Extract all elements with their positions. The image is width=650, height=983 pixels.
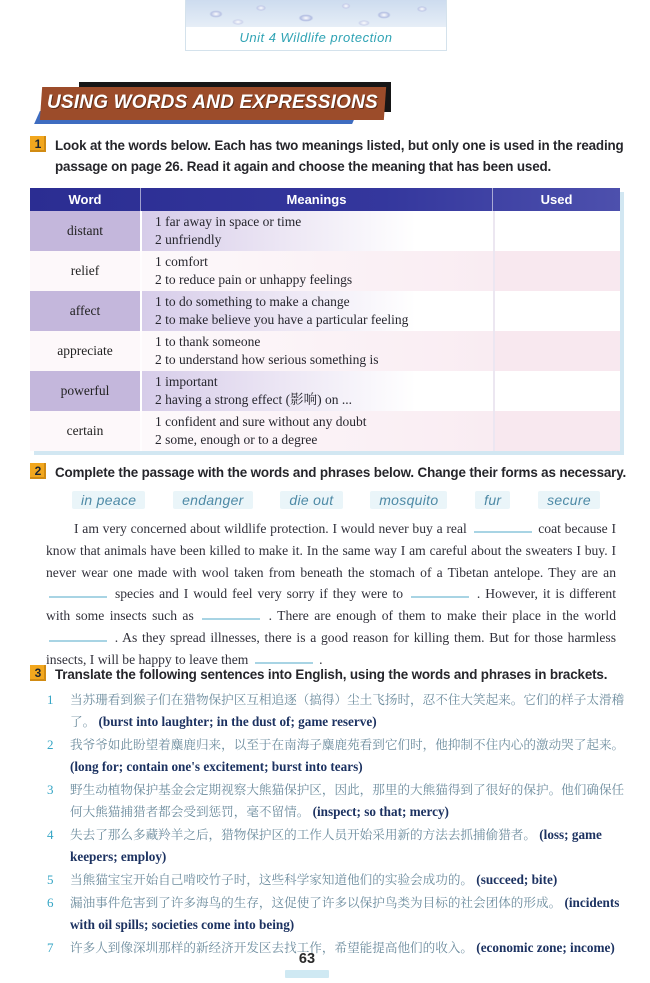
used-cell — [493, 211, 620, 251]
word-cell: affect — [30, 291, 140, 331]
meaning-2: 2 to make believe you have a particular feeling — [155, 312, 409, 327]
meaning-2: 2 some, enough or to a degree — [155, 432, 318, 447]
passage-text: species and I would feel very sorry if they were to — [110, 586, 408, 602]
used-cell — [493, 411, 620, 451]
meaning-1: 1 to do something to make a change — [155, 294, 350, 309]
exercise-1-badge: 1 — [30, 136, 46, 152]
exercise-2-instruction: Complete the passage with the words and phrases below. Change their forms as necessary. — [55, 465, 627, 480]
used-cell — [493, 251, 620, 291]
word-bank-item: fur — [475, 491, 510, 509]
column-header-meanings: Meanings — [140, 188, 492, 211]
word-cell: distant — [30, 211, 140, 251]
meaning-2: 2 unfriendly — [155, 232, 222, 247]
item-number: 3 — [47, 782, 54, 797]
item-number: 4 — [47, 827, 54, 842]
passage-text: . There are enough of them to make their place in the world — [263, 608, 616, 624]
water-droplets-image — [186, 0, 446, 27]
passage-text: I am very concerned about wildlife protection. I would never buy a real — [74, 521, 471, 536]
translation-item — [30, 824, 630, 868]
hint-text: (long for; contain one's excitement; burst into tears) — [70, 759, 363, 774]
exercise-1-instruction: Look at the words below. Each has two meanings listed, but only one is used in the reading passage on page 26. Read it again and choose the meaning that has been used. — [55, 138, 624, 174]
hint-text: (inspect; so that; mercy) — [309, 804, 449, 819]
translation-item — [30, 869, 630, 891]
translation-item — [30, 689, 630, 733]
word-bank-item: mosquito — [370, 491, 447, 509]
section-title: USING WORDS AND EXPRESSIONS — [47, 92, 378, 113]
column-header-word: Word — [68, 192, 102, 207]
word-cell: certain — [30, 411, 140, 451]
word-bank — [72, 491, 600, 509]
used-cell — [493, 291, 620, 331]
table-row — [30, 411, 620, 451]
page-number-underline — [285, 970, 329, 978]
meanings-cell — [140, 291, 493, 331]
exercise-3-instruction: Translate the following sentences into English, using the words and phrases in brackets. — [55, 667, 608, 682]
item-number: 1 — [47, 692, 54, 707]
passage — [46, 518, 616, 671]
meanings-cell — [140, 411, 493, 451]
fill-in-blank — [411, 585, 469, 598]
table-row — [30, 211, 620, 251]
meaning-1: 1 important — [155, 374, 218, 389]
hint-text: (succeed; bite) — [473, 872, 558, 887]
word-bank-item: in peace — [72, 491, 145, 509]
word-bank-item: die out — [280, 491, 342, 509]
meanings-cell — [140, 251, 493, 291]
meanings-cell — [140, 211, 493, 251]
chinese-text: 许多人到像深圳那样的新经济开发区去找工作，希望能提高他们的收入。 — [70, 941, 473, 955]
passage-text: . As they spread illnesses, there is a good reason for killing them. But for those harmless insects, I will be happy to leave them — [46, 629, 616, 667]
passage-text: . — [315, 651, 323, 667]
hint-text: (economic zone; income) — [473, 940, 615, 955]
item-number: 2 — [47, 737, 54, 752]
meaning-1: 1 confident and sure without any doubt — [155, 414, 367, 429]
column-header-used: Used — [492, 188, 620, 211]
exercise-2-badge: 2 — [30, 463, 46, 479]
unit-title: Unit 4 Wildlife protection — [239, 30, 393, 45]
translation-list — [30, 689, 630, 959]
word-bank-item: secure — [538, 491, 600, 509]
translation-item — [30, 892, 630, 936]
chinese-text: 我爷爷如此盼望着麋鹿归来，以至于在南海子麋鹿苑看到它们时，他抑制不住内心的激动哭了起来。 — [70, 738, 625, 752]
meaning-2: 2 having a strong effect (影响) on ... — [155, 392, 352, 407]
translation-item — [30, 734, 630, 778]
page-number: 63 — [298, 951, 316, 967]
hint-text: (burst into laughter; in the dust of; game reserve) — [95, 714, 377, 729]
unit-header-box — [185, 0, 447, 51]
item-number: 5 — [47, 872, 54, 887]
meanings-cell — [140, 331, 493, 371]
meanings-cell — [140, 371, 493, 411]
word-cell: relief — [30, 251, 140, 291]
meaning-1: 1 comfort — [155, 254, 208, 269]
item-number: 6 — [47, 895, 54, 910]
chinese-text: 失去了那么多藏羚羊之后，猎物保护区的工作人员开始采用新的方法去抓捕偷猎者。 — [70, 828, 536, 842]
used-cell — [493, 371, 620, 411]
fill-in-blank — [49, 629, 107, 642]
word-meanings-table — [30, 188, 620, 451]
translation-item — [30, 779, 630, 823]
table-row — [30, 291, 620, 331]
chinese-text: 当熊猫宝宝开始自己啃咬竹子时，这些科学家知道他们的实验会成功的。 — [70, 873, 473, 887]
hint-text: (loss; game keepers; employ) — [70, 827, 602, 864]
passage-text: coat because I know that animals have been killed to make it. In the same way I am careful about the sweaters I buy. I never wear one made with wool taken from beneath the stomach of a Tibetan antelope. They are an — [46, 521, 616, 580]
passage-text: . However, it is different with some insects such as — [46, 586, 616, 624]
exercise-2 — [30, 462, 630, 671]
item-number: 7 — [47, 940, 54, 955]
table-row — [30, 331, 620, 371]
fill-in-blank — [49, 585, 107, 598]
meaning-2: 2 to reduce pain or unhappy feelings — [155, 272, 353, 287]
page-number-block — [283, 951, 331, 978]
chinese-text: 野生动植物保护基金会定期视察大熊猫保护区，因此，那里的大熊猫得到了很好的保护。他们确保任何大熊猫捕猎者都会受到惩罚，毫不留情。 — [70, 783, 625, 819]
chinese-text: 当苏珊看到猴子们在猎物保护区互相追逐（搞得）尘土飞扬时，忍不住大笑起来。它们的样子太滑稽了。 — [70, 693, 625, 729]
fill-in-blank — [474, 520, 532, 533]
fill-in-blank — [202, 607, 260, 620]
section-banner — [35, 82, 405, 130]
used-cell — [493, 331, 620, 371]
meaning-2: 2 to understand how serious something is — [155, 352, 379, 367]
word-table-body — [30, 211, 620, 451]
table-row — [30, 251, 620, 291]
table-row — [30, 371, 620, 411]
word-cell: appreciate — [30, 331, 140, 371]
fill-in-blank — [255, 651, 313, 664]
word-bank-item: endanger — [173, 491, 253, 509]
chinese-text: 漏油事件危害到了许多海鸟的生存，这促使了许多以保护鸟类为目标的社会团体的形成。 — [70, 896, 562, 910]
exercise-3-badge: 3 — [30, 665, 46, 681]
exercise-3 — [30, 664, 630, 959]
word-cell: powerful — [30, 371, 140, 411]
hint-text: (incidents with oil spills; societies come into being) — [70, 895, 620, 932]
meaning-1: 1 far away in space or time — [155, 214, 302, 229]
meaning-1: 1 to thank someone — [155, 334, 261, 349]
exercise-1 — [30, 135, 630, 177]
table-header-row — [30, 188, 620, 211]
